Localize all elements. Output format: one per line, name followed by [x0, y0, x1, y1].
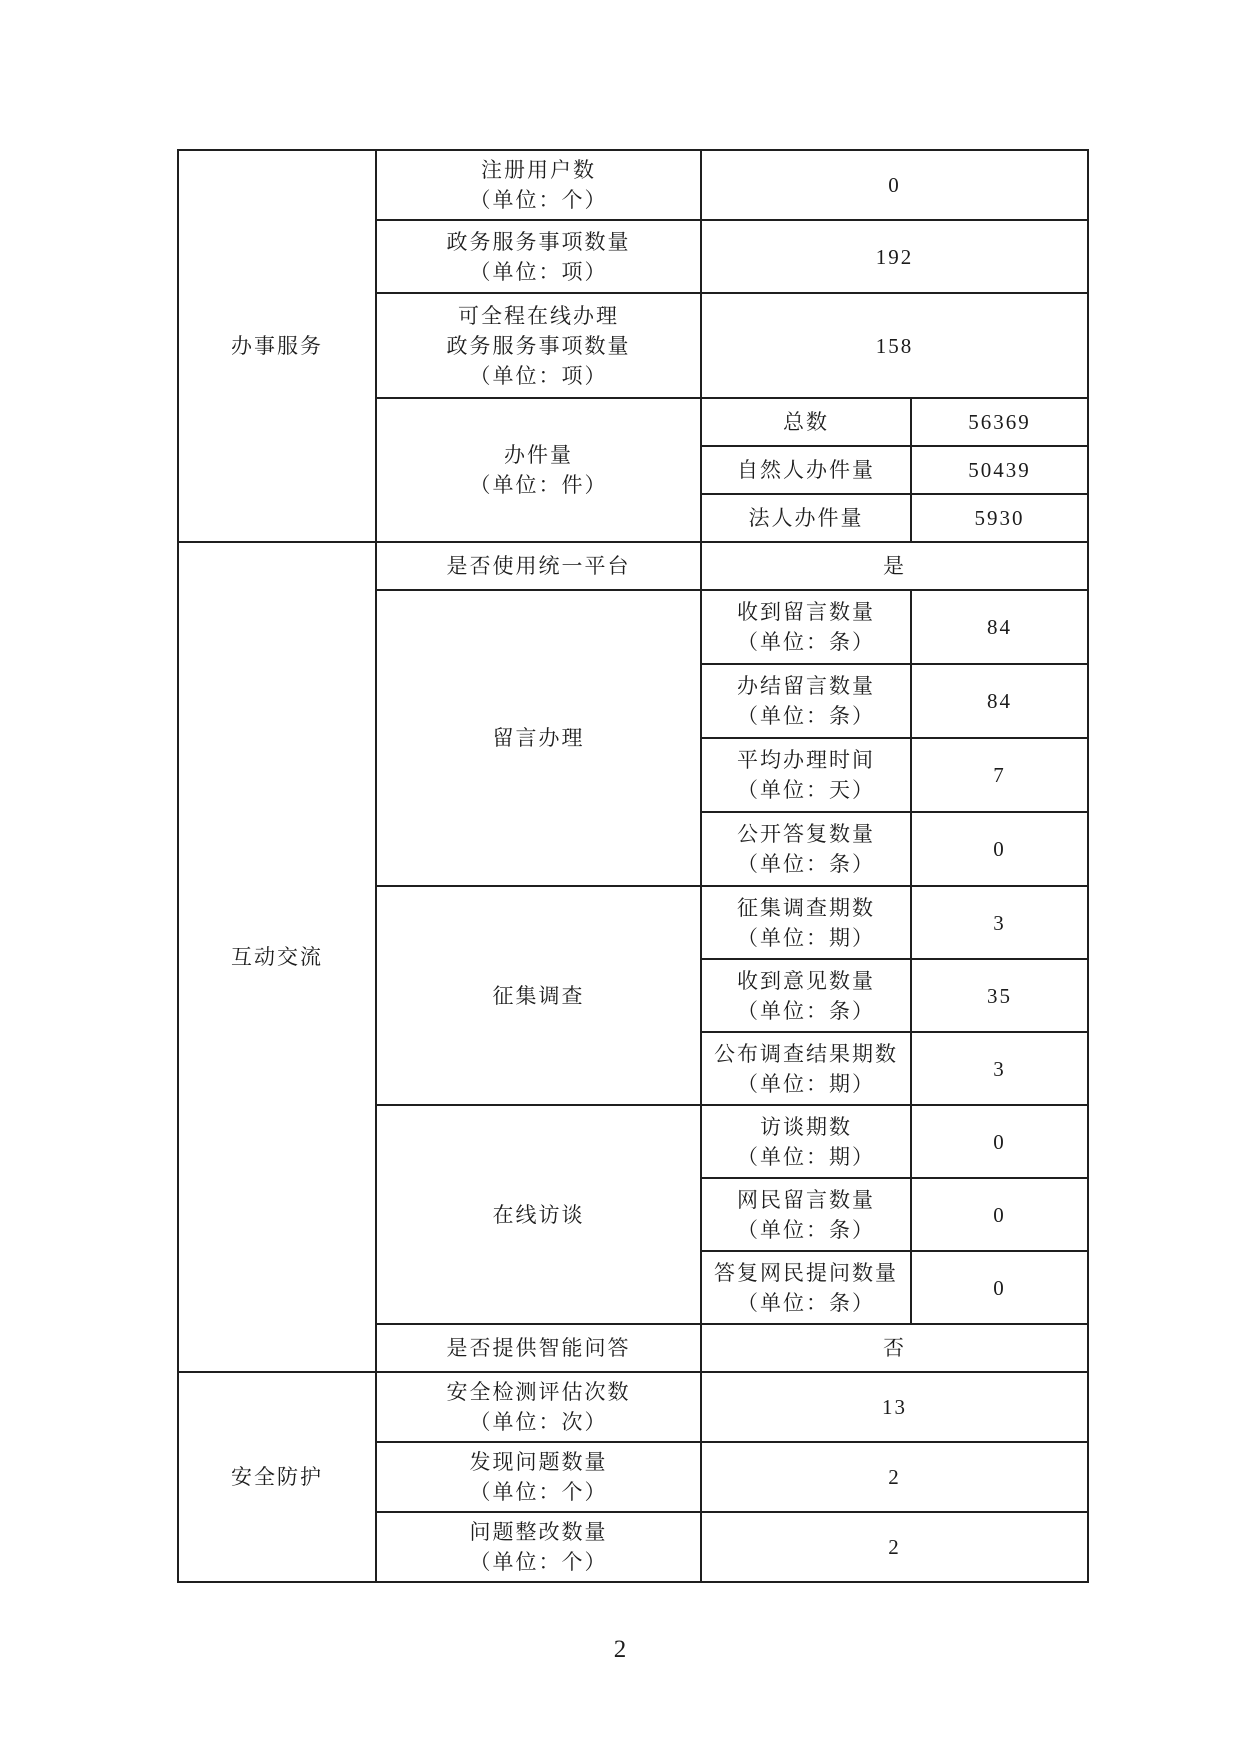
subrow-label — [701, 1032, 911, 1105]
row-value: 否 — [701, 1324, 1088, 1372]
subrow-label-line: 征集调查期数 — [737, 895, 875, 920]
row-label-line: （单位：项） — [469, 259, 608, 284]
page-number: 2 — [613, 1636, 627, 1663]
subrow-value: 84 — [911, 590, 1088, 664]
subrow-label-line: 收到意见数量 — [737, 968, 875, 993]
category-cell: 安全防护 — [178, 1372, 376, 1582]
subrow-label — [701, 886, 911, 959]
category-cell: 办事服务 — [178, 150, 376, 542]
row-label — [376, 1372, 701, 1442]
subrow-value: 50439 — [911, 446, 1088, 494]
row-value: 192 — [701, 220, 1088, 293]
row-label — [376, 1512, 701, 1582]
row-value: 13 — [701, 1372, 1088, 1442]
subrow-value: 56369 — [911, 398, 1088, 446]
subrow-label — [701, 1105, 911, 1178]
subrow-value: 84 — [911, 664, 1088, 738]
row-label-line: （单位：件） — [469, 473, 608, 497]
subrow-label-line: （单位：天） — [737, 778, 875, 802]
row-label: 征集调查 — [376, 886, 701, 1105]
row-value: 2 — [701, 1512, 1088, 1582]
subrow-label — [701, 664, 911, 738]
row-label: 是否使用统一平台 — [376, 542, 701, 590]
subrow-label-line: 公布调查结果期数 — [714, 1041, 898, 1066]
row-label-line: 注册用户数 — [481, 158, 596, 182]
row-label-line: （单位：个） — [469, 1480, 608, 1504]
subrow-label-line: 办结留言数量 — [737, 674, 875, 698]
subrow-label-line: （单位：条） — [737, 630, 875, 654]
row-label-line: （单位：次） — [469, 1410, 608, 1434]
row-label-line: 发现问题数量 — [469, 1450, 608, 1474]
row-value: 158 — [701, 293, 1088, 398]
subrow-label-line: 网民留言数量 — [737, 1187, 875, 1212]
row-value: 2 — [701, 1442, 1088, 1512]
row-label: 是否提供智能问答 — [376, 1324, 701, 1372]
subrow-value: 3 — [911, 886, 1088, 959]
row-label — [376, 1442, 701, 1512]
subrow-label-line: （单位：条） — [737, 852, 875, 876]
row-label-line: 政务服务事项数量 — [446, 333, 631, 358]
row-label — [376, 293, 701, 398]
subrow-label-line: （单位：条） — [737, 704, 875, 728]
subrow-label — [701, 1251, 911, 1324]
subrow-label — [701, 1178, 911, 1251]
row-label: 在线访谈 — [376, 1105, 701, 1324]
subrow-label: 总数 — [701, 398, 911, 446]
subrow-label-line: （单位：期） — [737, 1071, 875, 1096]
subrow-label-line: 平均办理时间 — [737, 748, 875, 772]
row-label-line: 问题整改数量 — [469, 1520, 608, 1544]
row-value: 是 — [701, 542, 1088, 590]
subrow-value: 7 — [911, 738, 1088, 812]
subrow-label — [701, 738, 911, 812]
row-label: 留言办理 — [376, 590, 701, 886]
row-label — [376, 220, 701, 293]
subrow-label-line: （单位：期） — [737, 1144, 875, 1169]
subrow-label — [701, 812, 911, 886]
subrow-value: 35 — [911, 959, 1088, 1032]
row-value: 0 — [701, 150, 1088, 220]
subrow-label-line: （单位：条） — [737, 998, 875, 1023]
row-label — [376, 150, 701, 220]
category-cell: 互动交流 — [178, 542, 376, 1372]
subrow-label-line: 收到留言数量 — [737, 600, 875, 624]
subrow-label-line: （单位：期） — [737, 925, 875, 950]
subrow-label — [701, 959, 911, 1032]
row-label-line: 政务服务事项数量 — [446, 229, 631, 254]
subrow-value: 0 — [911, 812, 1088, 886]
subrow-label-line: （单位：条） — [737, 1290, 875, 1315]
subrow-label-line: 访谈期数 — [760, 1114, 852, 1139]
subrow-value: 3 — [911, 1032, 1088, 1105]
subrow-value: 0 — [911, 1178, 1088, 1251]
subrow-value: 0 — [911, 1105, 1088, 1178]
subrow-label-line: 答复网民提问数量 — [714, 1260, 898, 1285]
row-label-line: （单位：个） — [469, 1550, 608, 1574]
row-label-line: （单位：项） — [469, 363, 608, 388]
subrow-value: 0 — [911, 1251, 1088, 1324]
subrow-label — [701, 590, 911, 664]
row-label — [376, 398, 701, 542]
subrow-label: 法人办件量 — [701, 494, 911, 542]
row-label-line: 办件量 — [504, 443, 573, 467]
subrow-label-line: （单位：条） — [737, 1217, 875, 1242]
row-label-line: 可全程在线办理 — [458, 303, 619, 328]
subrow-label-line: 公开答复数量 — [737, 822, 875, 846]
row-label-line: （单位：个） — [469, 188, 608, 212]
row-label-line: 安全检测评估次数 — [446, 1380, 631, 1404]
report-table — [177, 149, 1089, 1583]
subrow-value: 5930 — [911, 494, 1088, 542]
subrow-label: 自然人办件量 — [701, 446, 911, 494]
